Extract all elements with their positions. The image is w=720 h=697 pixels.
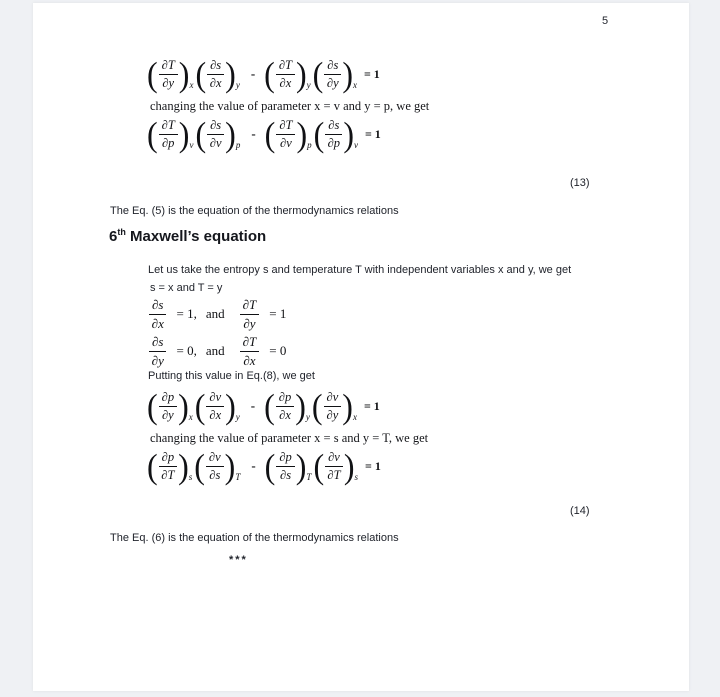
- subscript: p: [235, 140, 241, 150]
- subscript: y: [305, 412, 310, 422]
- partial-term: [147, 115, 195, 153]
- derivative-row-1: [148, 297, 286, 331]
- numerator: ∂v: [324, 390, 342, 407]
- left-paren: (: [147, 386, 158, 426]
- denominator: ∂y: [162, 407, 174, 422]
- paragraph-eq5: The Eq. (5) is the equation of the thermodynamics relations: [110, 205, 399, 217]
- right-paren: ): [295, 54, 307, 94]
- fraction: [276, 118, 295, 151]
- numerator: ∂s: [149, 297, 166, 315]
- denominator: ∂y: [326, 75, 339, 90]
- fraction: [276, 390, 294, 423]
- fraction: [276, 58, 295, 91]
- numerator: ∂p: [276, 390, 294, 407]
- subscript: x: [188, 412, 193, 422]
- fraction: [159, 58, 178, 91]
- fraction: [159, 450, 177, 483]
- denominator: ∂T: [327, 467, 341, 482]
- subscript: T: [235, 472, 241, 482]
- left-paren: (: [195, 54, 207, 94]
- minus-operator: -: [250, 398, 256, 413]
- left-paren: (: [147, 114, 158, 154]
- value: = 1: [269, 306, 287, 322]
- partial-term: [265, 115, 314, 153]
- left-paren: (: [194, 446, 205, 486]
- subscript: y: [235, 80, 240, 90]
- left-paren: (: [195, 114, 207, 154]
- heading-number: 6: [109, 228, 118, 245]
- fraction: [207, 58, 224, 91]
- denominator: ∂x: [151, 315, 164, 331]
- subscript: v: [353, 140, 358, 150]
- right-paren: ): [225, 386, 236, 426]
- heading-text: Maxwell’s equation: [125, 228, 267, 245]
- subscript: T: [306, 472, 312, 482]
- subscript: y: [306, 80, 311, 90]
- left-paren: (: [264, 114, 276, 154]
- left-paren: (: [264, 446, 276, 486]
- partial-term: [147, 55, 195, 93]
- right-paren: ): [178, 114, 190, 154]
- equals-one: = 1: [364, 126, 381, 141]
- minus-operator: -: [251, 458, 256, 473]
- subscript: p: [307, 140, 312, 150]
- conjunction: and: [205, 343, 225, 359]
- equation-pv-Ts: [147, 447, 381, 485]
- partial-term: [195, 387, 242, 425]
- fraction: [325, 450, 343, 483]
- conjunction: and: [205, 306, 225, 322]
- numerator: ∂T: [240, 297, 260, 315]
- paragraph-eq6: The Eq. (6) is the equation of the thermodynamics relations: [110, 532, 399, 544]
- fraction: [276, 450, 294, 483]
- numerator: ∂s: [149, 334, 166, 352]
- left-paren: (: [313, 114, 325, 154]
- fraction: [207, 118, 224, 151]
- numerator: ∂v: [325, 450, 343, 467]
- left-paren: (: [312, 54, 324, 94]
- equation-Ts-xy: [147, 55, 380, 93]
- section-heading: [109, 227, 266, 245]
- equation-Ts-pv: [147, 115, 381, 153]
- denominator: ∂T: [161, 467, 175, 482]
- subscript: x: [189, 80, 194, 90]
- subscript: s: [354, 472, 358, 482]
- partial-term: [147, 387, 195, 425]
- numerator: ∂T: [276, 58, 295, 75]
- changing-parameters-line-1: changing the value of parameter x = v and y = p, we get: [150, 99, 430, 113]
- equation-number-13: (13): [570, 177, 590, 189]
- putting-line: Putting this value in Eq.(8), we get: [148, 370, 315, 382]
- numerator: ∂s: [207, 118, 224, 135]
- partial-term: [195, 115, 242, 153]
- right-paren: ): [343, 446, 355, 486]
- partial-term: [313, 55, 359, 93]
- intro-line: Let us take the entropy s and temperature T with independent variables x and y, we get: [148, 264, 572, 276]
- right-paren: ): [225, 114, 236, 154]
- fraction: [240, 297, 260, 331]
- numerator: ∂T: [240, 334, 260, 352]
- right-paren: ): [296, 114, 308, 154]
- numerator: ∂T: [276, 118, 295, 135]
- left-paren: (: [264, 54, 275, 94]
- right-paren: ): [178, 386, 189, 426]
- partial-term: [313, 447, 360, 485]
- fraction: [149, 297, 166, 331]
- partial-term: [195, 55, 241, 93]
- numerator: ∂v: [206, 390, 224, 407]
- right-paren: ): [342, 386, 353, 426]
- partial-term: [264, 387, 312, 425]
- numerator: ∂s: [207, 58, 224, 75]
- denominator: ∂p: [162, 135, 175, 150]
- denominator: ∂v: [209, 135, 222, 150]
- value: = 0: [269, 343, 287, 359]
- partial-term: [265, 447, 314, 485]
- equals-one: = 1: [363, 398, 380, 413]
- denominator: ∂y: [162, 75, 175, 90]
- heading-ordinal-suffix: th: [117, 227, 126, 237]
- minus-operator: -: [250, 66, 256, 81]
- left-paren: (: [311, 386, 323, 426]
- denominator: ∂y: [326, 407, 339, 422]
- right-paren: ): [295, 446, 307, 486]
- numerator: ∂s: [324, 58, 341, 75]
- fraction: [206, 390, 224, 423]
- denominator: ∂x: [243, 352, 256, 368]
- numerator: ∂p: [276, 450, 294, 467]
- left-paren: (: [147, 446, 158, 486]
- denominator: ∂s: [280, 467, 292, 482]
- numerator: ∂v: [206, 450, 224, 467]
- right-paren: ): [224, 446, 236, 486]
- substitution-line: s = x and T = y: [150, 282, 223, 294]
- document-page: [33, 3, 689, 691]
- numerator: ∂p: [159, 450, 177, 467]
- subscript: x: [352, 412, 357, 422]
- partial-term: [312, 387, 359, 425]
- denominator: ∂y: [243, 315, 256, 331]
- right-paren: ): [178, 54, 190, 94]
- right-paren: ): [178, 446, 189, 486]
- denominator: ∂p: [327, 135, 340, 150]
- subscript: v: [189, 140, 194, 150]
- section-end-mark: ***: [229, 554, 248, 566]
- right-paren: ): [295, 386, 306, 426]
- fraction: [240, 334, 260, 368]
- subscript: y: [235, 412, 240, 422]
- equals-one: = 1: [363, 66, 380, 81]
- denominator: ∂y: [151, 352, 164, 368]
- numerator: ∂T: [159, 118, 178, 135]
- fraction: [324, 390, 342, 423]
- partial-term: [314, 115, 360, 153]
- denominator: ∂s: [209, 467, 221, 482]
- equation-number-14: (14): [570, 505, 590, 517]
- left-paren: (: [194, 386, 206, 426]
- denominator: ∂v: [280, 135, 292, 150]
- minus-operator: -: [251, 126, 256, 141]
- left-paren: (: [313, 446, 325, 486]
- equals-one: = 1: [365, 458, 381, 473]
- denominator: ∂x: [279, 407, 291, 422]
- right-paren: ): [225, 54, 236, 94]
- numerator: ∂p: [159, 390, 177, 407]
- subscript: s: [188, 472, 193, 482]
- fraction: [206, 450, 224, 483]
- denominator: ∂x: [209, 75, 222, 90]
- subscript: x: [352, 80, 357, 90]
- partial-term: [147, 447, 194, 485]
- left-paren: (: [264, 386, 275, 426]
- partial-term: [264, 55, 312, 93]
- equation-pv-xy: [147, 387, 380, 425]
- denominator: ∂x: [209, 407, 222, 422]
- fraction: [159, 118, 178, 151]
- denominator: ∂x: [279, 75, 292, 90]
- fraction: [324, 58, 341, 91]
- right-paren: ): [342, 54, 353, 94]
- fraction: [149, 334, 166, 368]
- numerator: ∂s: [325, 118, 342, 135]
- fraction: [159, 390, 177, 423]
- derivative-row-2: [148, 334, 286, 368]
- page-number: 5: [602, 15, 609, 27]
- numerator: ∂T: [159, 58, 178, 75]
- value: = 0,: [176, 343, 197, 359]
- value: = 1,: [176, 306, 197, 322]
- left-paren: (: [147, 54, 158, 94]
- right-paren: ): [343, 114, 354, 154]
- partial-term: [194, 447, 242, 485]
- fraction: [325, 118, 342, 151]
- changing-parameters-line-2: changing the value of parameter x = s and y = T, we get: [150, 431, 429, 445]
